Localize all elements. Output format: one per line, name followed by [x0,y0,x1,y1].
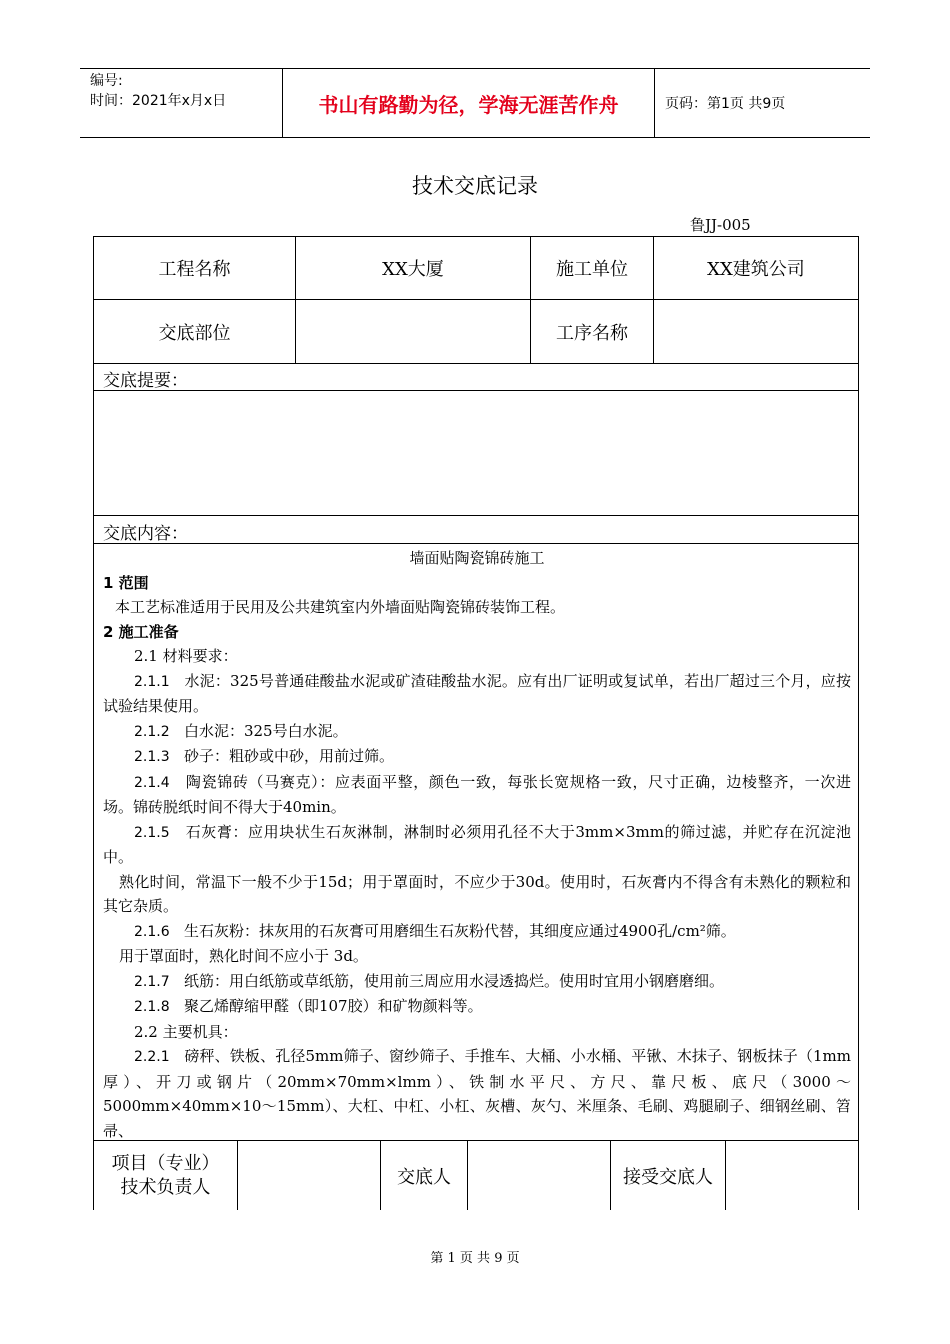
disclosure-content [103,546,851,1143]
col-divider [237,1140,238,1210]
clause-2-2-1: 2.2.1 磅秤、铁板、孔径5mm筛子、窗纱筛子、手推车、大桶、小水桶、平锹、木抹子、钢板抹子（1mm厚）、开刀或钢片（20mm×70mm×lmm）、铁制水平尺、方尺、靠尺板、底尺（3000～5000mm×40mm×10～15mm）、大杠、中杠、小杠、灰槽、灰勺、米厘条、毛刷、鸡腿刷子、细钢丝刷、笤帚、 [103,1047,851,1140]
section-2-heading: 2 施工准备 [103,622,179,641]
clause-2-1-6-cont: 用于罩面时，熟化时间不应小于 3d。 [119,947,368,965]
part-value [296,300,530,363]
clause-2-2: 2.2 主要机具： [134,1022,238,1041]
clause-2-1-7: 2.1.7 纸筋：用白纸筋或草纸筋，使用前三周应用水浸透捣烂。使用时宜用小钢磨磨细。 [134,971,724,990]
col-divider [725,1140,726,1210]
giver-label: 交底人 [397,1166,451,1188]
process-label: 工序名称 [556,322,628,344]
page-footer: 第 1 页 共 9 页 [430,1251,520,1266]
clause-2-1-6: 2.1.6 生石灰粉：抹灰用的石灰膏可用磨细生石灰粉代替，其细度应通过4900孔/cm²筛。 [134,921,736,940]
clause-2-1-2: 2.1.2 白水泥：325号白水泥。 [134,721,348,740]
motto: 书山有路勤为径，学海无涯苦作舟 [282,69,655,137]
unit-value: XX建筑公司 [707,259,805,280]
unit-label: 施工单位 [556,259,628,280]
part-label: 交底部位 [158,322,231,344]
clause-2-1-3: 2.1.3 砂子：粗砂或中砂，用前过筛。 [134,747,394,765]
section-1-text: 本工艺标准适用于民用及公共建筑室内外墙面贴陶瓷锦砖装饰工程。 [115,598,566,616]
row-divider [93,390,859,391]
row-divider [93,543,859,544]
content-label: 交底内容： [103,524,188,544]
summary-label: 交底提要： [103,371,188,391]
receiver-label: 接受交底人 [623,1166,713,1188]
clause-2-1-8: 2.1.8 聚乙烯醇缩甲醛（即107胶）和矿物颜料等。 [134,997,483,1015]
date-line: 时间：2021年x月x日 [90,93,227,109]
content-heading: 墙面贴陶瓷锦砖施工 [409,549,545,567]
form-code: 鲁JJ-005 [690,216,751,234]
clause-2-1-1: 2.1.1 水泥：325号普通硅酸盐水泥或矿渣硅酸盐水泥。应有出厂证明或复试单，若出厂超过三个月，应按试验结果使用。 [103,671,851,715]
clause-2-1: 2.1 材料要求： [134,647,238,665]
document-header [80,68,870,138]
row-divider [93,363,859,364]
row-divider [93,515,859,516]
section-1-heading: 1 范围 [103,573,149,592]
process-value [654,300,858,363]
number-label: 编号: [90,73,123,89]
project-name-label: 工程名称 [158,259,231,280]
col-divider [467,1140,468,1210]
clause-2-1-4: 2.1.4 陶瓷锦砖（马赛克）：应表面平整，颜色一致，每张长宽规格一致，尺寸正确，边棱整齐，一次进场。锦砖脱纸时间不得大于40min。 [103,772,851,816]
header-meta [80,69,282,137]
page-indicator: 页码：第1页 共9页 [665,96,786,112]
tech-lead-label: 项目（专业）技术负责人 [111,1152,220,1198]
clause-2-1-5: 2.1.5 石灰膏：应用块状生石灰淋制，淋制时必须用孔径不大于3mm×3mm的筛过滤，并贮存在沉淀池中。 [103,822,851,866]
document-title: 技术交底记录 [412,174,538,198]
clause-2-1-5-cont: 熟化时间，常温下一般不少于15d；用于罩面时，不应少于30d。使用时，石灰膏内不得含有未熟化的颗粒和其它杂质。 [103,872,851,915]
project-name-value: XX大厦 [382,259,444,280]
